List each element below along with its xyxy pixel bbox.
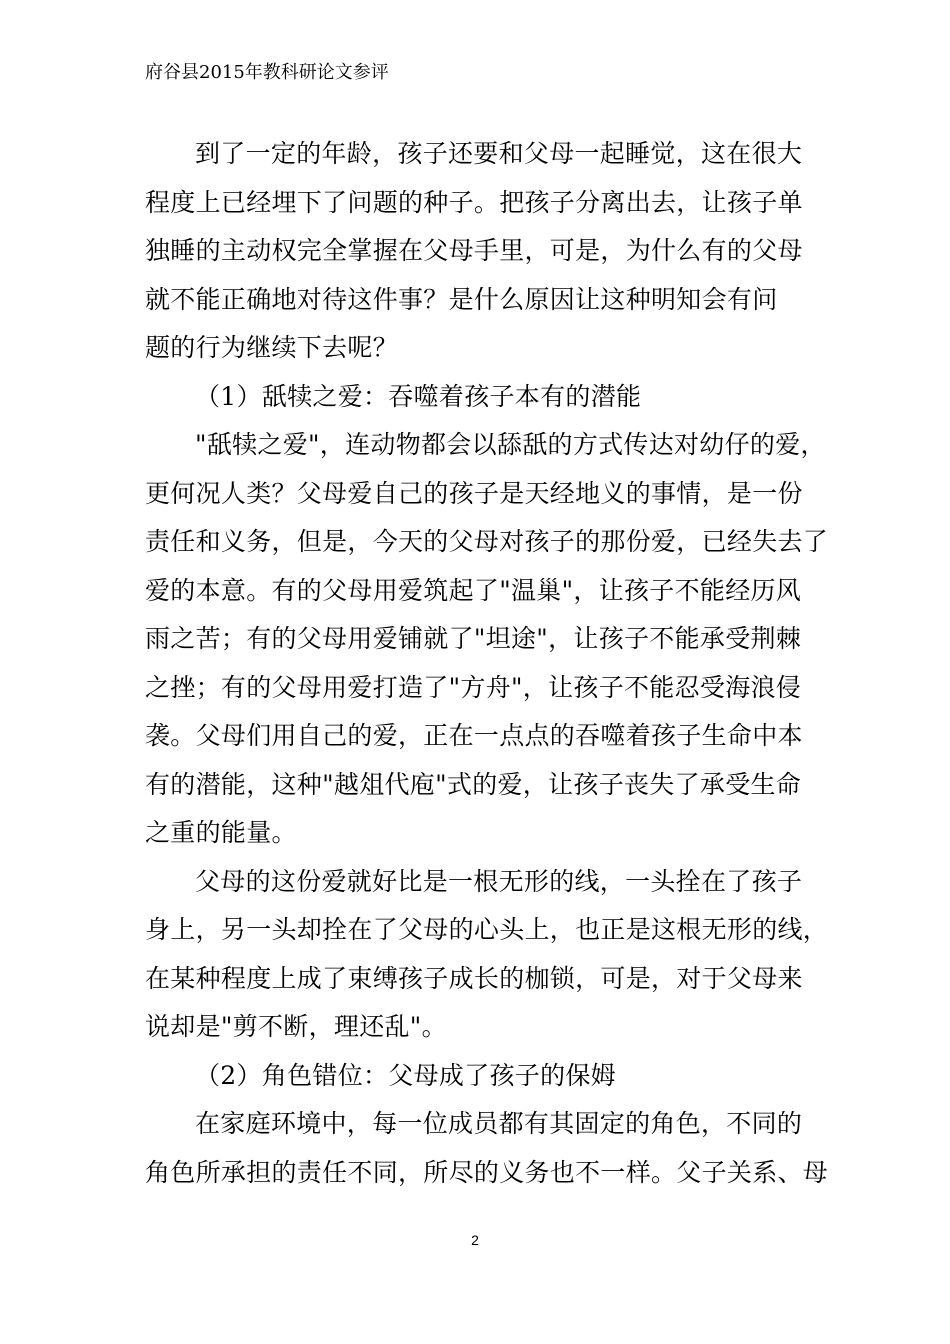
paragraph-3-line: 身上，另一头却拴在了父母的心头上，也正是这根无形的线， (145, 915, 829, 944)
section-heading-2: （2）角色错位：父母成了孩子的保姆 (195, 1061, 617, 1090)
paragraph-1-line: 就不能正确地对待这件事？是什么原因让这种明知会有问 (145, 285, 778, 314)
paragraph-3-line: 说却是"剪不断，理还乱"。 (145, 1012, 447, 1041)
paragraph-4-line: 在家庭环境中，每一位成员都有其固定的角色，不同的 (195, 1109, 803, 1138)
page-number: 2 (471, 1232, 479, 1248)
page-header: 府谷县2015年教科研论文参评 (145, 62, 389, 83)
paragraph-1-line: 题的行为继续下去呢？ (145, 333, 399, 362)
paragraph-2-line: 之重的能量。 (145, 818, 297, 847)
paragraph-2-line: 雨之苦；有的父母用爱铺就了"坦途"，让孩子不能承受荆棘 (145, 624, 802, 653)
paragraph-2-line: 之挫；有的父母用爱打造了"方舟"，让孩子不能忍受海浪侵 (145, 673, 802, 702)
section-heading-1: （1）舐犊之爱：吞噬着孩子本有的潜能 (195, 382, 642, 411)
paragraph-3-line: 父母的这份爱就好比是一根无形的线，一头拴在了孩子 (195, 867, 803, 896)
paragraph-2-line: 更何况人类？父母爱自己的孩子是天经地义的事情，是一份 (145, 479, 803, 508)
paragraph-2-line: 爱的本意。有的父母用爱筑起了"温巢"，让孩子不能经历风 (145, 576, 802, 605)
paragraph-2-line: "舐犊之爱"，连动物都会以舔舐的方式传达对幼仔的爱， (195, 430, 826, 459)
paragraph-3-line: 在某种程度上成了束缚孩子成长的枷锁，可是，对于父母来 (145, 964, 803, 993)
paragraph-2-line: 有的潜能，这种"越俎代庖"式的爱，让孩子丧失了承受生命 (145, 770, 802, 799)
paragraph-1-line: 到了一定的年龄，孩子还要和父母一起睡觉，这在很大 (195, 139, 803, 168)
paragraph-4-line: 角色所承担的责任不同，所尽的义务也不一样。父子关系、母 (145, 1158, 829, 1187)
paragraph-2-line: 责任和义务，但是，今天的父母对孩子的那份爱，已经失去了 (145, 527, 829, 556)
paragraph-2-line: 袭。父母们用自己的爱，正在一点点的吞噬着孩子生命中本 (145, 721, 803, 750)
paragraph-1-line: 独睡的主动权完全掌握在父母手里，可是，为什么有的父母 (145, 236, 803, 265)
paragraph-1-line: 程度上已经埋下了问题的种子。把孩子分离出去，让孩子单 (145, 188, 803, 217)
